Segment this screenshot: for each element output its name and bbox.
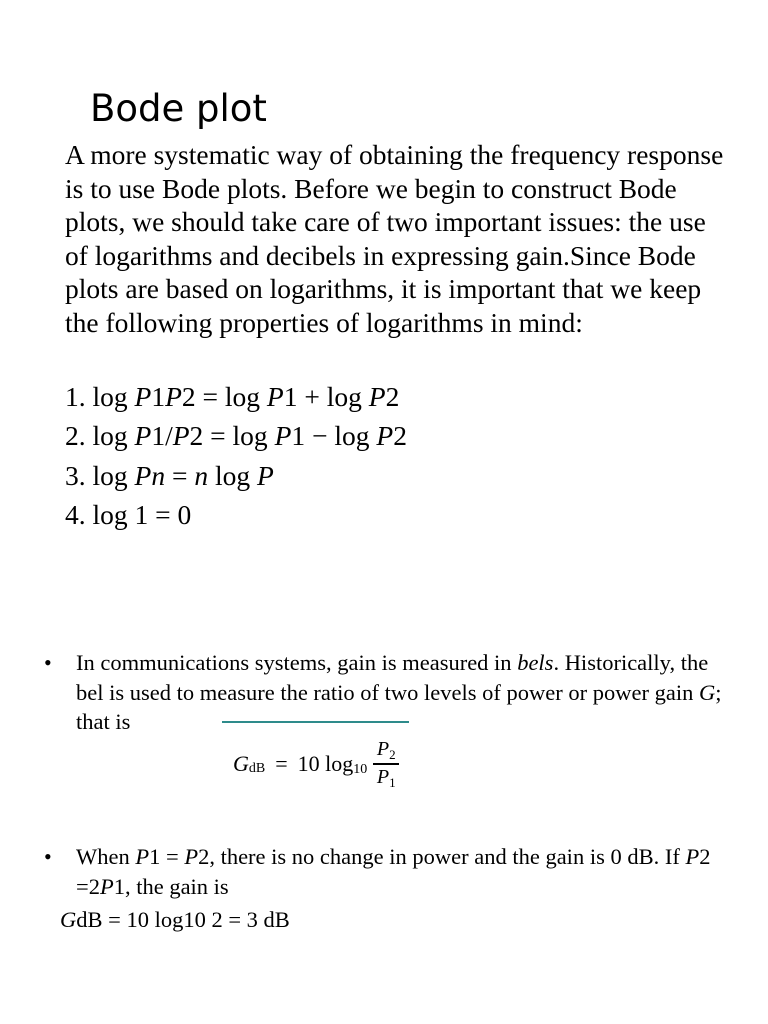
numerator-index: 2	[389, 747, 396, 763]
bullet-var: P	[135, 844, 150, 869]
formula-coef: 10 log	[297, 751, 354, 776]
prop-text: 2	[393, 420, 407, 452]
result-text: dB = 10 log10 2 = 3 dB	[76, 907, 290, 932]
gain-db-formula	[233, 733, 399, 795]
log-property-1	[65, 377, 407, 416]
gain-result-line	[60, 905, 290, 934]
prop-text: 2	[385, 381, 400, 412]
bullet-text-part: ; that is	[76, 679, 722, 734]
result-var: G	[60, 907, 77, 932]
prop-text: 1	[151, 381, 166, 412]
log-property-2	[65, 416, 407, 455]
formula-g-sub: dB	[248, 761, 266, 776]
fraction-numerator	[375, 737, 398, 763]
bullet-text-part: When	[76, 844, 136, 869]
bullet-bels	[44, 648, 724, 737]
prop-text: 1. log	[65, 381, 135, 412]
log-property-3	[65, 456, 407, 495]
prop-var: P	[266, 381, 284, 412]
bullet-text-part: 1, the gain is	[113, 873, 229, 899]
bullet-marker: •	[44, 844, 52, 869]
numerator-var: P	[376, 738, 390, 761]
log-properties-list	[65, 377, 407, 534]
prop-var: P	[256, 459, 274, 491]
overlay-divider-line	[222, 721, 409, 723]
prop-var: P	[274, 420, 292, 452]
formula-g: G	[233, 751, 249, 776]
prop-text: 1 + log	[283, 381, 369, 412]
bullet-text-part: 2 =2	[76, 844, 711, 899]
denominator-var: P	[376, 765, 390, 788]
prop-var: Pn	[134, 459, 166, 491]
bullet-var: P	[685, 844, 700, 869]
bullet-var: G	[698, 679, 716, 705]
prop-text: 2. log	[65, 420, 135, 452]
log-property-4	[65, 495, 407, 534]
fraction-denominator	[375, 765, 398, 791]
bullet-zero-db	[44, 842, 724, 901]
prop-text: log	[208, 459, 257, 491]
prop-text: 1/	[151, 420, 173, 452]
slide-title: Bode plot	[90, 87, 267, 130]
prop-var: P	[134, 420, 152, 452]
prop-text: =	[165, 459, 195, 491]
prop-text: 2 = log	[189, 420, 275, 452]
bullet-text	[76, 648, 724, 737]
prop-var: P	[368, 381, 386, 412]
bullet-marker: •	[44, 650, 52, 675]
formula-equals: =	[275, 751, 288, 776]
prop-text: 4. log 1 = 0	[65, 498, 192, 530]
intro-paragraph: A more systematic way of obtaining the frequency response is to use Bode plots. Before we begin to construct Bode plots, we should take care of two important issues: the use of logarithms and decibels in expressing gain.Since Bode plots are based on logarithms, it is important that we keep the following properties of logarithms in mind:	[65, 139, 724, 338]
formula-log-base: 10	[353, 762, 368, 777]
formula-fraction	[373, 737, 399, 791]
prop-var: P	[165, 381, 182, 412]
bullet-var: P	[99, 873, 114, 899]
bullet-text-part: In communications systems, gain is measured in	[76, 650, 518, 675]
prop-text: 2 = log	[181, 381, 267, 412]
prop-var: P	[134, 381, 152, 412]
prop-var: P	[376, 420, 394, 452]
denominator-index: 1	[389, 774, 396, 790]
prop-var: P	[172, 420, 190, 452]
bullet-text-part: 2, there is no change in power and the gain is 0 dB. If	[198, 844, 686, 869]
bullet-text-part: 1 =	[149, 844, 185, 869]
prop-text: 1 − log	[291, 420, 377, 452]
prop-text: 3. log	[65, 459, 135, 491]
bullet-italic-term: bels	[517, 650, 554, 675]
bullet-text	[76, 842, 724, 901]
bullet-text-part: . Historically, the bel is used to measure the ratio of two levels of power or power gain	[76, 650, 709, 705]
prop-var: n	[194, 459, 209, 491]
bullet-var: P	[184, 844, 199, 869]
